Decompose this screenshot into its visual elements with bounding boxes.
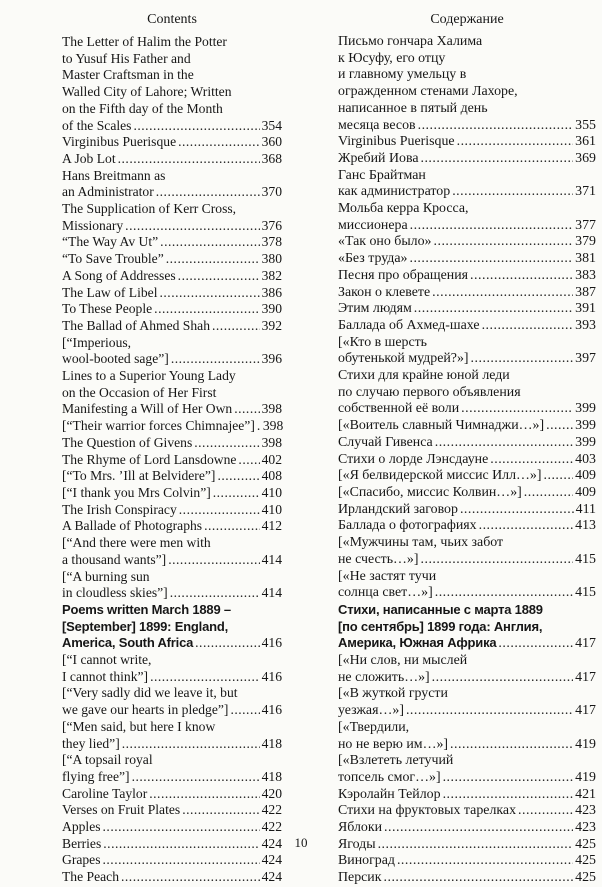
dot-leader xyxy=(434,234,574,251)
dot-leader xyxy=(132,769,260,786)
dot-leader xyxy=(150,669,260,686)
contents-title: Contents xyxy=(147,12,197,27)
toc-page-number: 418 xyxy=(261,735,282,751)
toc-entry-title-line: to Yusuf His Father and xyxy=(62,50,191,66)
toc-page-number: 396 xyxy=(261,351,282,367)
dot-leader xyxy=(168,552,259,569)
dot-leader xyxy=(133,118,259,135)
toc-entry xyxy=(62,652,282,685)
dot-leader xyxy=(482,318,574,335)
toc-entry-title-line: [«Твердили, xyxy=(338,719,410,735)
toc-entry-title-line: не сложить…»] xyxy=(338,669,430,685)
toc-entry xyxy=(62,518,282,535)
toc-page-number: 398 xyxy=(262,418,284,434)
toc-entry-title-line: I cannot think”] xyxy=(62,668,149,684)
toc-entry xyxy=(62,335,282,368)
toc-entry-title-line: как администратор xyxy=(338,184,451,200)
toc-entry-title-line: [«Мужчины там, чьих забот xyxy=(338,535,504,551)
toc-entry-title-line: уезжая…»] xyxy=(338,703,404,719)
toc-entry xyxy=(338,753,596,786)
dot-leader xyxy=(160,234,259,251)
dot-leader xyxy=(443,787,574,804)
toc-entry-title-line: [“I thank you Mrs Colvin”] xyxy=(62,484,211,500)
dot-leader xyxy=(452,184,573,201)
toc-page-number: 417 xyxy=(575,669,596,685)
dot-leader xyxy=(149,786,259,803)
toc-entry-title-line: «Без труда» xyxy=(338,251,408,267)
toc-section-heading xyxy=(62,602,282,652)
toc-entry-title-line: Apples xyxy=(62,819,101,835)
toc-entry-title-line: не счесть…»] xyxy=(338,551,419,567)
dot-leader xyxy=(170,585,260,602)
toc-entry-title-line: Письмо гончара Халима xyxy=(338,34,483,49)
toc-entry-title-line: Жребий Иова xyxy=(338,150,419,166)
dot-leader xyxy=(154,301,259,318)
toc-entry-title-line: Grapes xyxy=(62,852,101,868)
toc-entry-title-line: Стихи, написанные с марта 1889 xyxy=(338,601,543,617)
toc-page-number: 391 xyxy=(575,301,596,317)
toc-page-number: 413 xyxy=(575,518,596,534)
toc-page-number: 423 xyxy=(575,803,596,819)
toc-entry xyxy=(338,653,596,686)
dot-leader xyxy=(171,351,260,368)
toc-entry xyxy=(62,34,282,134)
toc-page-number: 390 xyxy=(261,301,282,317)
toc-entry xyxy=(62,301,282,318)
dot-leader xyxy=(457,134,574,151)
dot-leader xyxy=(257,418,261,435)
toc-entry xyxy=(62,285,282,302)
toc-page-number: 397 xyxy=(575,351,596,367)
toc-entry xyxy=(338,853,596,870)
dot-leader xyxy=(450,737,573,754)
toc-entry-title-line: wool-booted sage”] xyxy=(62,351,169,367)
toc-page-number: 409 xyxy=(575,484,596,500)
dot-leader xyxy=(518,803,573,820)
toc-page-number: 425 xyxy=(575,870,596,886)
toc-entry-title-line: The Supplication of Kerr Cross, xyxy=(62,201,237,217)
page-number: 10 xyxy=(294,835,308,850)
toc-entry-title-line: Америка, Южная Африка xyxy=(338,635,497,651)
toc-entry xyxy=(62,452,282,469)
toc-entry-title-line: on the Fifth day of the Month xyxy=(62,100,223,116)
toc-entry xyxy=(338,518,596,535)
toc-entry xyxy=(338,268,596,285)
toc-entry-title-line: Баллада об Ахмед-шахе xyxy=(338,317,480,333)
toc-entry xyxy=(338,201,596,234)
toc-page-number: 414 xyxy=(261,585,282,601)
toc-entry-title-line: [“A topsail royal xyxy=(62,752,153,768)
toc-entry-title-line: Caroline Taylor xyxy=(62,785,148,801)
toc-entry-title-line: [“Very sadly did we leave it, but xyxy=(62,685,238,701)
toc-entry-title-line: солнца свет…»] xyxy=(338,585,433,601)
dot-leader xyxy=(234,401,259,418)
toc-entry-title-line: in cloudless skies”] xyxy=(62,585,168,601)
toc-entry-title-line: Hans Breitmann as xyxy=(62,167,166,183)
toc-entry-title-line: “The Way Av Ut” xyxy=(62,234,159,250)
toc-entry-title-line: A Job Lot xyxy=(62,150,116,166)
toc-page-number: 376 xyxy=(261,217,282,233)
toc-page-number: 408 xyxy=(261,468,282,484)
toc-entry xyxy=(62,468,282,485)
toc-entry xyxy=(62,535,282,568)
toc-entry xyxy=(62,268,282,285)
toc-page-number: 403 xyxy=(575,451,596,467)
toc-entry-title-line: The Ballad of Ahmed Shah xyxy=(62,317,210,333)
dot-leader xyxy=(178,134,260,151)
dot-leader xyxy=(421,552,574,569)
toc-entry-title-line: Песня про обращения xyxy=(338,267,469,283)
toc-entry xyxy=(62,502,282,519)
toc-entry-title-line: Мольба керра Кросса, xyxy=(338,201,469,217)
toc-entry xyxy=(62,802,282,819)
dot-leader xyxy=(432,670,573,687)
dot-leader xyxy=(121,869,260,886)
toc-entry xyxy=(338,468,596,485)
toc-entry-title-line: месяца весов xyxy=(338,117,416,133)
toc-entry-title-line: “To Save Trouble” xyxy=(62,251,164,267)
toc-entry-title-line: миссионера xyxy=(338,217,408,233)
toc-entry-title-line: The Peach xyxy=(62,869,119,885)
toc-page-number: 370 xyxy=(261,184,282,200)
toc-page-number: 381 xyxy=(575,251,596,267)
toc-entry-title-line: обутенькой мудрей?»] xyxy=(338,351,469,367)
dot-leader xyxy=(435,435,573,452)
dot-leader xyxy=(435,585,573,602)
toc-page-number: 399 xyxy=(575,434,596,450)
toc-page-number: 418 xyxy=(261,768,282,784)
toc-entry xyxy=(62,435,282,452)
dot-leader xyxy=(443,770,574,787)
toc-entry-title-line: A Song of Addresses xyxy=(62,267,176,283)
toc-entry-title-line: по случаю первого объявления xyxy=(338,384,521,400)
toc-entry-title-line: Ганс Брайтман xyxy=(338,167,426,183)
toc-page-number: 417 xyxy=(575,636,596,652)
toc-entry xyxy=(338,485,596,502)
toc-entry xyxy=(62,134,282,151)
toc-page-number: 392 xyxy=(261,317,282,333)
toc-entry-title-line: [«Воитель славный Чимнаджи…»] xyxy=(338,418,545,434)
toc-entry-title-line: [по сентябрь] 1899 года: Англия, xyxy=(338,618,543,634)
toc-entry-title-line: к Юсуфу, его отцу xyxy=(338,50,446,66)
dot-leader xyxy=(544,468,574,485)
dot-leader xyxy=(479,518,574,535)
toc-page-number: 369 xyxy=(575,150,596,166)
toc-entry xyxy=(338,720,596,753)
toc-page-number: 421 xyxy=(575,786,596,802)
toc-entry-title-line: Стихи для крайне юной леди xyxy=(338,368,510,384)
toc-page-number: 416 xyxy=(261,668,282,684)
dot-leader xyxy=(432,285,573,302)
contents-column-english xyxy=(62,12,282,886)
dot-leader xyxy=(546,418,573,435)
toc-page-number: 422 xyxy=(261,819,282,835)
toc-entry-title-line: [«Кто в шерсть xyxy=(338,334,428,350)
toc-page-number: 415 xyxy=(575,585,596,601)
dot-leader xyxy=(397,853,573,870)
toc-entry-title-line: [«Взлететь летучий xyxy=(338,753,454,769)
toc-page-number: 399 xyxy=(575,401,596,417)
toc-page-number: 416 xyxy=(261,702,282,718)
dot-leader xyxy=(122,736,260,753)
toc-entry xyxy=(338,452,596,469)
toc-page-number: 417 xyxy=(575,703,596,719)
toc-entry xyxy=(338,368,596,418)
toc-entry-title-line: Стихи на фруктовых тарелках xyxy=(338,803,517,819)
toc-entry-title-line: Berries xyxy=(62,835,102,851)
toc-entry-title-line: Стихи о лорде Лэнсдауне xyxy=(338,451,489,467)
toc-entry xyxy=(338,234,596,251)
toc-entry-title-line: Master Craftsman in the xyxy=(62,67,194,83)
toc-page-number: 382 xyxy=(261,267,282,283)
toc-entry-title-line: [“Their warrior forces Chimnajee”] xyxy=(62,418,255,434)
contents-column-russian xyxy=(338,12,596,887)
toc-entry-title-line: Walled City of Lahore; Written xyxy=(62,84,232,100)
dot-leader xyxy=(230,702,259,719)
toc-entry xyxy=(62,852,282,869)
toc-entry xyxy=(338,34,596,134)
toc-entry xyxy=(338,251,596,268)
dot-leader xyxy=(418,118,574,135)
toc-list-russian xyxy=(338,34,596,887)
dot-leader xyxy=(212,318,260,335)
toc-entry xyxy=(338,418,596,435)
toc-page-number: 416 xyxy=(261,635,282,651)
toc-page-number: 415 xyxy=(575,551,596,567)
toc-entry xyxy=(338,285,596,302)
dot-leader xyxy=(470,268,573,285)
toc-entry xyxy=(62,869,282,886)
toc-entry xyxy=(62,234,282,251)
toc-page-number: 411 xyxy=(575,501,596,517)
dot-leader xyxy=(460,502,574,519)
toc-page-number: 355 xyxy=(575,117,596,133)
toc-page-number: 412 xyxy=(261,518,282,534)
toc-page-number: 420 xyxy=(261,785,282,801)
toc-entry-title-line: Кэролайн Тейлор xyxy=(338,786,441,802)
toc-entry-title-line: Lines to a Superior Young Lady xyxy=(62,368,236,384)
toc-entry-title-line: Баллада о фотографиях xyxy=(338,518,477,534)
toc-entry xyxy=(338,435,596,452)
toc-page-number: 409 xyxy=(575,468,596,484)
toc-entry-title-line: Verses on Fruit Plates xyxy=(62,802,181,818)
toc-page-number: 398 xyxy=(261,434,282,450)
dot-leader xyxy=(178,268,260,285)
toc-page-number: 380 xyxy=(261,251,282,267)
toc-entry-title-line: Virginibus Puerisque xyxy=(338,134,455,150)
toc-entry xyxy=(338,686,596,719)
toc-page-number: 386 xyxy=(261,284,282,300)
toc-entry xyxy=(338,318,596,335)
dot-leader xyxy=(194,435,259,452)
toc-entry xyxy=(62,569,282,602)
toc-entry-title-line: America, South Africa xyxy=(62,635,194,651)
toc-page-number: 422 xyxy=(261,802,282,818)
toc-page-number: 424 xyxy=(261,835,282,851)
toc-entry-title-line: Missionary xyxy=(62,217,124,233)
dot-leader xyxy=(420,151,573,168)
toc-page-number: 402 xyxy=(261,451,282,467)
toc-section-heading xyxy=(338,602,596,653)
toc-page-number: 377 xyxy=(575,217,596,233)
dot-leader xyxy=(461,401,573,418)
toc-entry-title-line: огражденном стенами Лахоре, xyxy=(338,84,518,100)
toc-page-number: 379 xyxy=(575,234,596,250)
toc-entry xyxy=(338,535,596,568)
toc-entry-title-line: [«В жуткой грусти xyxy=(338,686,448,702)
toc-entry-title-line: Персик xyxy=(338,870,382,886)
toc-entry xyxy=(338,151,596,168)
toc-entry-title-line: но не верю им…»] xyxy=(338,736,449,752)
toc-entry xyxy=(338,301,596,318)
toc-entry-title-line: [“Men said, but here I know xyxy=(62,718,216,734)
toc-entry xyxy=(62,485,282,502)
toc-entry xyxy=(62,719,282,752)
toc-entry-title-line: The Law of Libel xyxy=(62,284,158,300)
toc-entry-title-line: Яблоки xyxy=(338,820,383,836)
toc-entry-title-line: Ягоды xyxy=(338,836,376,852)
dot-leader xyxy=(125,218,259,235)
toc-page-number: 419 xyxy=(575,736,596,752)
toc-page-number: 360 xyxy=(261,134,282,150)
toc-entry-title-line: Poems written March 1889 – xyxy=(62,601,231,617)
toc-entry-title-line: [«Спасибо, миссис Колвин…»] xyxy=(338,484,522,500)
toc-entry-title-line: [“Imperious, xyxy=(62,334,132,350)
dot-leader xyxy=(179,502,260,519)
toc-entry xyxy=(338,803,596,820)
dot-leader xyxy=(118,151,260,168)
toc-entry-title-line: To These People xyxy=(62,301,153,317)
toc-entry xyxy=(62,368,282,418)
toc-entry xyxy=(62,819,282,836)
toc-page-number: 383 xyxy=(575,267,596,283)
toc-page-number: 387 xyxy=(575,284,596,300)
toc-page-number: 425 xyxy=(575,836,596,852)
toc-page-number: 393 xyxy=(575,317,596,333)
toc-page-number: 354 xyxy=(261,117,282,133)
toc-entry-title-line: The Question of Givens xyxy=(62,434,193,450)
toc-entry-title-line: The Irish Conspiracy xyxy=(62,501,177,517)
toc-entry-title-line: Virginibus Puerisque xyxy=(62,134,177,150)
toc-entry-title-line: написанное в пятый день xyxy=(338,100,488,116)
toc-entry-title-line: a thousand wants”] xyxy=(62,551,167,567)
toc-entry-title-line: «Так оно было» xyxy=(338,234,432,250)
toc-entry-title-line: [«Я белвидерской миссис Илл…»] xyxy=(338,468,542,484)
toc-page-number: 410 xyxy=(261,484,282,500)
toc-entry-title-line: of the Scales xyxy=(62,117,132,133)
dot-leader xyxy=(166,251,260,268)
toc-entry xyxy=(62,786,282,803)
dot-leader xyxy=(238,452,259,469)
toc-page-number: 423 xyxy=(575,820,596,836)
toc-entry-title-line: [“To Mrs. ’Ill at Belvidere”] xyxy=(62,468,216,484)
toc-entry-title-line: flying free”] xyxy=(62,768,130,784)
toc-page-number: 361 xyxy=(575,134,596,150)
toc-entry xyxy=(338,134,596,151)
dot-leader xyxy=(217,468,259,485)
toc-entry xyxy=(338,335,596,368)
toc-entry-title-line: [“A burning sun xyxy=(62,568,150,584)
toc-entry-title-line: [“I cannot write, xyxy=(62,652,152,668)
toc-entry-title-line: we gave our hearts in pledge”] xyxy=(62,702,229,718)
toc-entry-title-line: [«Ни слов, ни мыслей xyxy=(338,653,468,669)
toc-entry xyxy=(338,569,596,602)
toc-page-number: 399 xyxy=(575,418,596,434)
toc-entry-title-line: The Rhyme of Lord Lansdowne xyxy=(62,451,237,467)
dot-leader xyxy=(409,251,573,268)
toc-entry xyxy=(62,168,282,201)
toc-entry xyxy=(62,752,282,785)
toc-page-number: 419 xyxy=(575,769,596,785)
dot-leader xyxy=(103,819,260,836)
dot-leader xyxy=(524,485,573,502)
dot-leader xyxy=(498,636,573,653)
toc-entry xyxy=(62,151,282,168)
toc-page-number: 368 xyxy=(261,150,282,166)
toc-entry-title-line: и главному умельцу в xyxy=(338,67,467,83)
dot-leader xyxy=(156,184,260,201)
dot-leader xyxy=(160,285,260,302)
toc-page-number: 424 xyxy=(261,869,282,885)
toc-entry-title-line: [«Не застят тучи xyxy=(338,568,437,584)
toc-entry xyxy=(338,502,596,519)
toc-entry-title-line: топсель смог…»] xyxy=(338,769,441,785)
toc-entry-title-line: Случай Гивенса xyxy=(338,434,433,450)
toc-entry-title-line: [September] 1899: England, xyxy=(62,618,229,634)
dot-leader xyxy=(195,635,259,652)
toc-page-number: 410 xyxy=(261,501,282,517)
toc-page-number: 371 xyxy=(575,184,596,200)
toc-entry xyxy=(62,251,282,268)
dot-leader xyxy=(410,218,574,235)
toc-entry-title-line: The Letter of Halim the Potter xyxy=(62,34,227,49)
toc-entry-title-line: собственной её воли xyxy=(338,401,460,417)
toc-entry xyxy=(62,418,282,435)
dot-leader xyxy=(414,301,573,318)
toc-entry xyxy=(62,201,282,234)
toc-entry xyxy=(62,318,282,335)
toc-page-number: 425 xyxy=(575,853,596,869)
toc-entry xyxy=(338,168,596,201)
toc-entry-title-line: Ирландский заговор xyxy=(338,501,458,517)
dot-leader xyxy=(406,703,573,720)
toc-page-number: 414 xyxy=(261,551,282,567)
toc-entry-title-line: A Ballade of Photographs xyxy=(62,518,203,534)
toc-page-number: 378 xyxy=(261,234,282,250)
toc-entry-title-line: Виноград xyxy=(338,853,395,869)
dot-leader xyxy=(103,852,260,869)
toc-page-number: 398 xyxy=(261,401,282,417)
toc-entry xyxy=(338,787,596,804)
toc-entry-title-line: [“And there were men with xyxy=(62,535,211,551)
toc-entry-title-line: Закон о клевете xyxy=(338,284,431,300)
dot-leader xyxy=(471,351,574,368)
toc-entry xyxy=(62,685,282,718)
toc-entry-title-line: on the Occasion of Her First xyxy=(62,384,217,400)
toc-list-english xyxy=(62,34,282,886)
dot-leader xyxy=(213,485,260,502)
dot-leader xyxy=(182,802,259,819)
toc-entry-title-line: Manifesting a Will of Her Own xyxy=(62,401,233,417)
dot-leader xyxy=(204,518,260,535)
dot-leader xyxy=(490,452,573,469)
soderzhanie-title: Содержание xyxy=(430,12,504,27)
toc-entry-title-line: Этим людям xyxy=(338,301,412,317)
toc-entry-title-line: they lied”] xyxy=(62,735,120,751)
toc-entry-title-line: an Administrator xyxy=(62,184,154,200)
toc-page-number: 424 xyxy=(261,852,282,868)
